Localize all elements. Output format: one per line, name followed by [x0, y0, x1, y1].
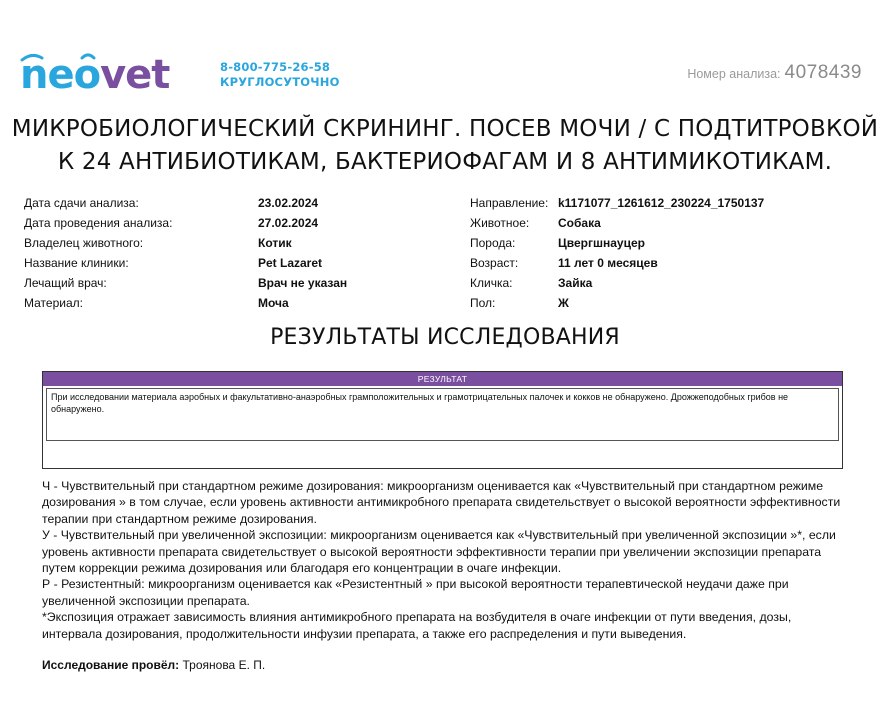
doctor-value: Врач не указан — [258, 276, 348, 290]
left-field-labels — [24, 193, 172, 313]
analysis-number: 4078439 — [784, 62, 862, 83]
field-label: Животное: — [470, 216, 530, 230]
note-sensitive-standard: Ч - Чувствительный при стандартном режиме дозирования: микроорганизм оценивается как «Чувствительный при стандартном режиме дозирования » в том случае, если уровень активности антимикробного препарата свидетельствует о высокой вероятности эффективности терапии при стандартном режиме дозирования. — [42, 479, 841, 526]
result-text: При исследовании материала аэробных и факультативно-анаэробных грамположительных и грамотрицательных палочек и кокков не обнаружено. Дрожжеподобных грибов не обнаружено. — [46, 388, 839, 441]
performed-by-name: Троянова Е. П. — [182, 658, 266, 672]
field-label: Пол: — [470, 296, 496, 310]
performed-by-label: Исследование провёл: — [42, 658, 180, 672]
neovet-logo — [20, 50, 178, 96]
title-line-1: МИКРОБИОЛОГИЧЕСКИЙ СКРИНИНГ. ПОСЕВ МОЧИ / С ПОДТИТРОВКОЙ — [11, 116, 879, 142]
field-label: Лечащий врач: — [24, 276, 107, 290]
svg-text:neovet: neovet — [20, 52, 170, 96]
field-label: Направление: — [470, 196, 549, 210]
note-exposure: *Экспозиция отражает зависимость влияния антимикробного препарата на возбудителя в очаге инфекции от пути введения, дозы, интервала дозирования, продолжительности инфузии препарата, а также его распределения и пути выведения. — [42, 610, 792, 641]
age-value: 11 лет 0 месяцев — [558, 256, 658, 270]
animal-value: Собака — [558, 216, 601, 230]
field-label: Порода: — [470, 236, 516, 250]
nickname-value: Зайка — [558, 276, 593, 290]
right-field-values — [558, 193, 764, 313]
material-value: Моча — [258, 296, 289, 310]
note-resistant: Р - Резистентный: микроорганизм оценивается как «Резистентный » при высокой вероятности терапевтической неудачи даже при увеличенной экспозиции препарата. — [42, 577, 789, 608]
right-field-labels — [470, 193, 548, 313]
results-heading: РЕЗУЛЬТАТЫ ИССЛЕДОВАНИЯ — [270, 325, 620, 350]
legend-notes — [42, 478, 842, 642]
hotline-hours: КРУГЛОСУТОЧНО — [220, 75, 340, 89]
field-label: Возраст: — [470, 256, 519, 270]
hotline-phone[interactable]: 8-800-775-26-58 — [220, 60, 331, 74]
field-label: Название клиники: — [24, 256, 129, 270]
sex-value: Ж — [558, 296, 569, 310]
submit-date-value: 23.02.2024 — [258, 196, 319, 210]
field-label: Владелец животного: — [24, 236, 144, 250]
page-header — [0, 0, 890, 110]
analysis-date-value: 27.02.2024 — [258, 216, 319, 230]
result-header: РЕЗУЛЬТАТ — [43, 372, 842, 386]
document-title — [0, 113, 890, 179]
referral-value: k1171077_1261612_230224_1750137 — [558, 196, 765, 210]
field-label: Дата проведения анализа: — [24, 216, 173, 230]
breed-value: Цвергшнауцер — [558, 236, 645, 250]
clinic-value: Pet Lazaret — [258, 256, 323, 270]
note-sensitive-increased: У - Чувствительный при увеличенной экспозиции: микроорганизм оценивается как «Чувствительный при увеличенной экспозиции »*, если уровень активности препарата свидетельствует о высокой вероятности эффективности терапии при увеличении экспозиции препарата путем коррекции режима дозирования или благодаря его концентрации в очаге инфекции. — [42, 528, 836, 576]
field-label: Дата сдачи анализа: — [24, 196, 139, 210]
left-field-values — [258, 193, 347, 313]
title-line-2: К 24 АНТИБИОТИКАМ, БАКТЕРИОФАГАМ И 8 АНТИМИКОТИКАМ. — [57, 149, 833, 175]
field-label: Материал: — [24, 296, 83, 310]
analysis-number-block — [687, 62, 862, 84]
analysis-number-label: Номер анализа: — [687, 67, 781, 81]
result-table — [42, 371, 843, 469]
performed-by — [42, 658, 265, 672]
owner-value: Котик — [258, 236, 292, 250]
field-label: Кличка: — [470, 276, 513, 290]
